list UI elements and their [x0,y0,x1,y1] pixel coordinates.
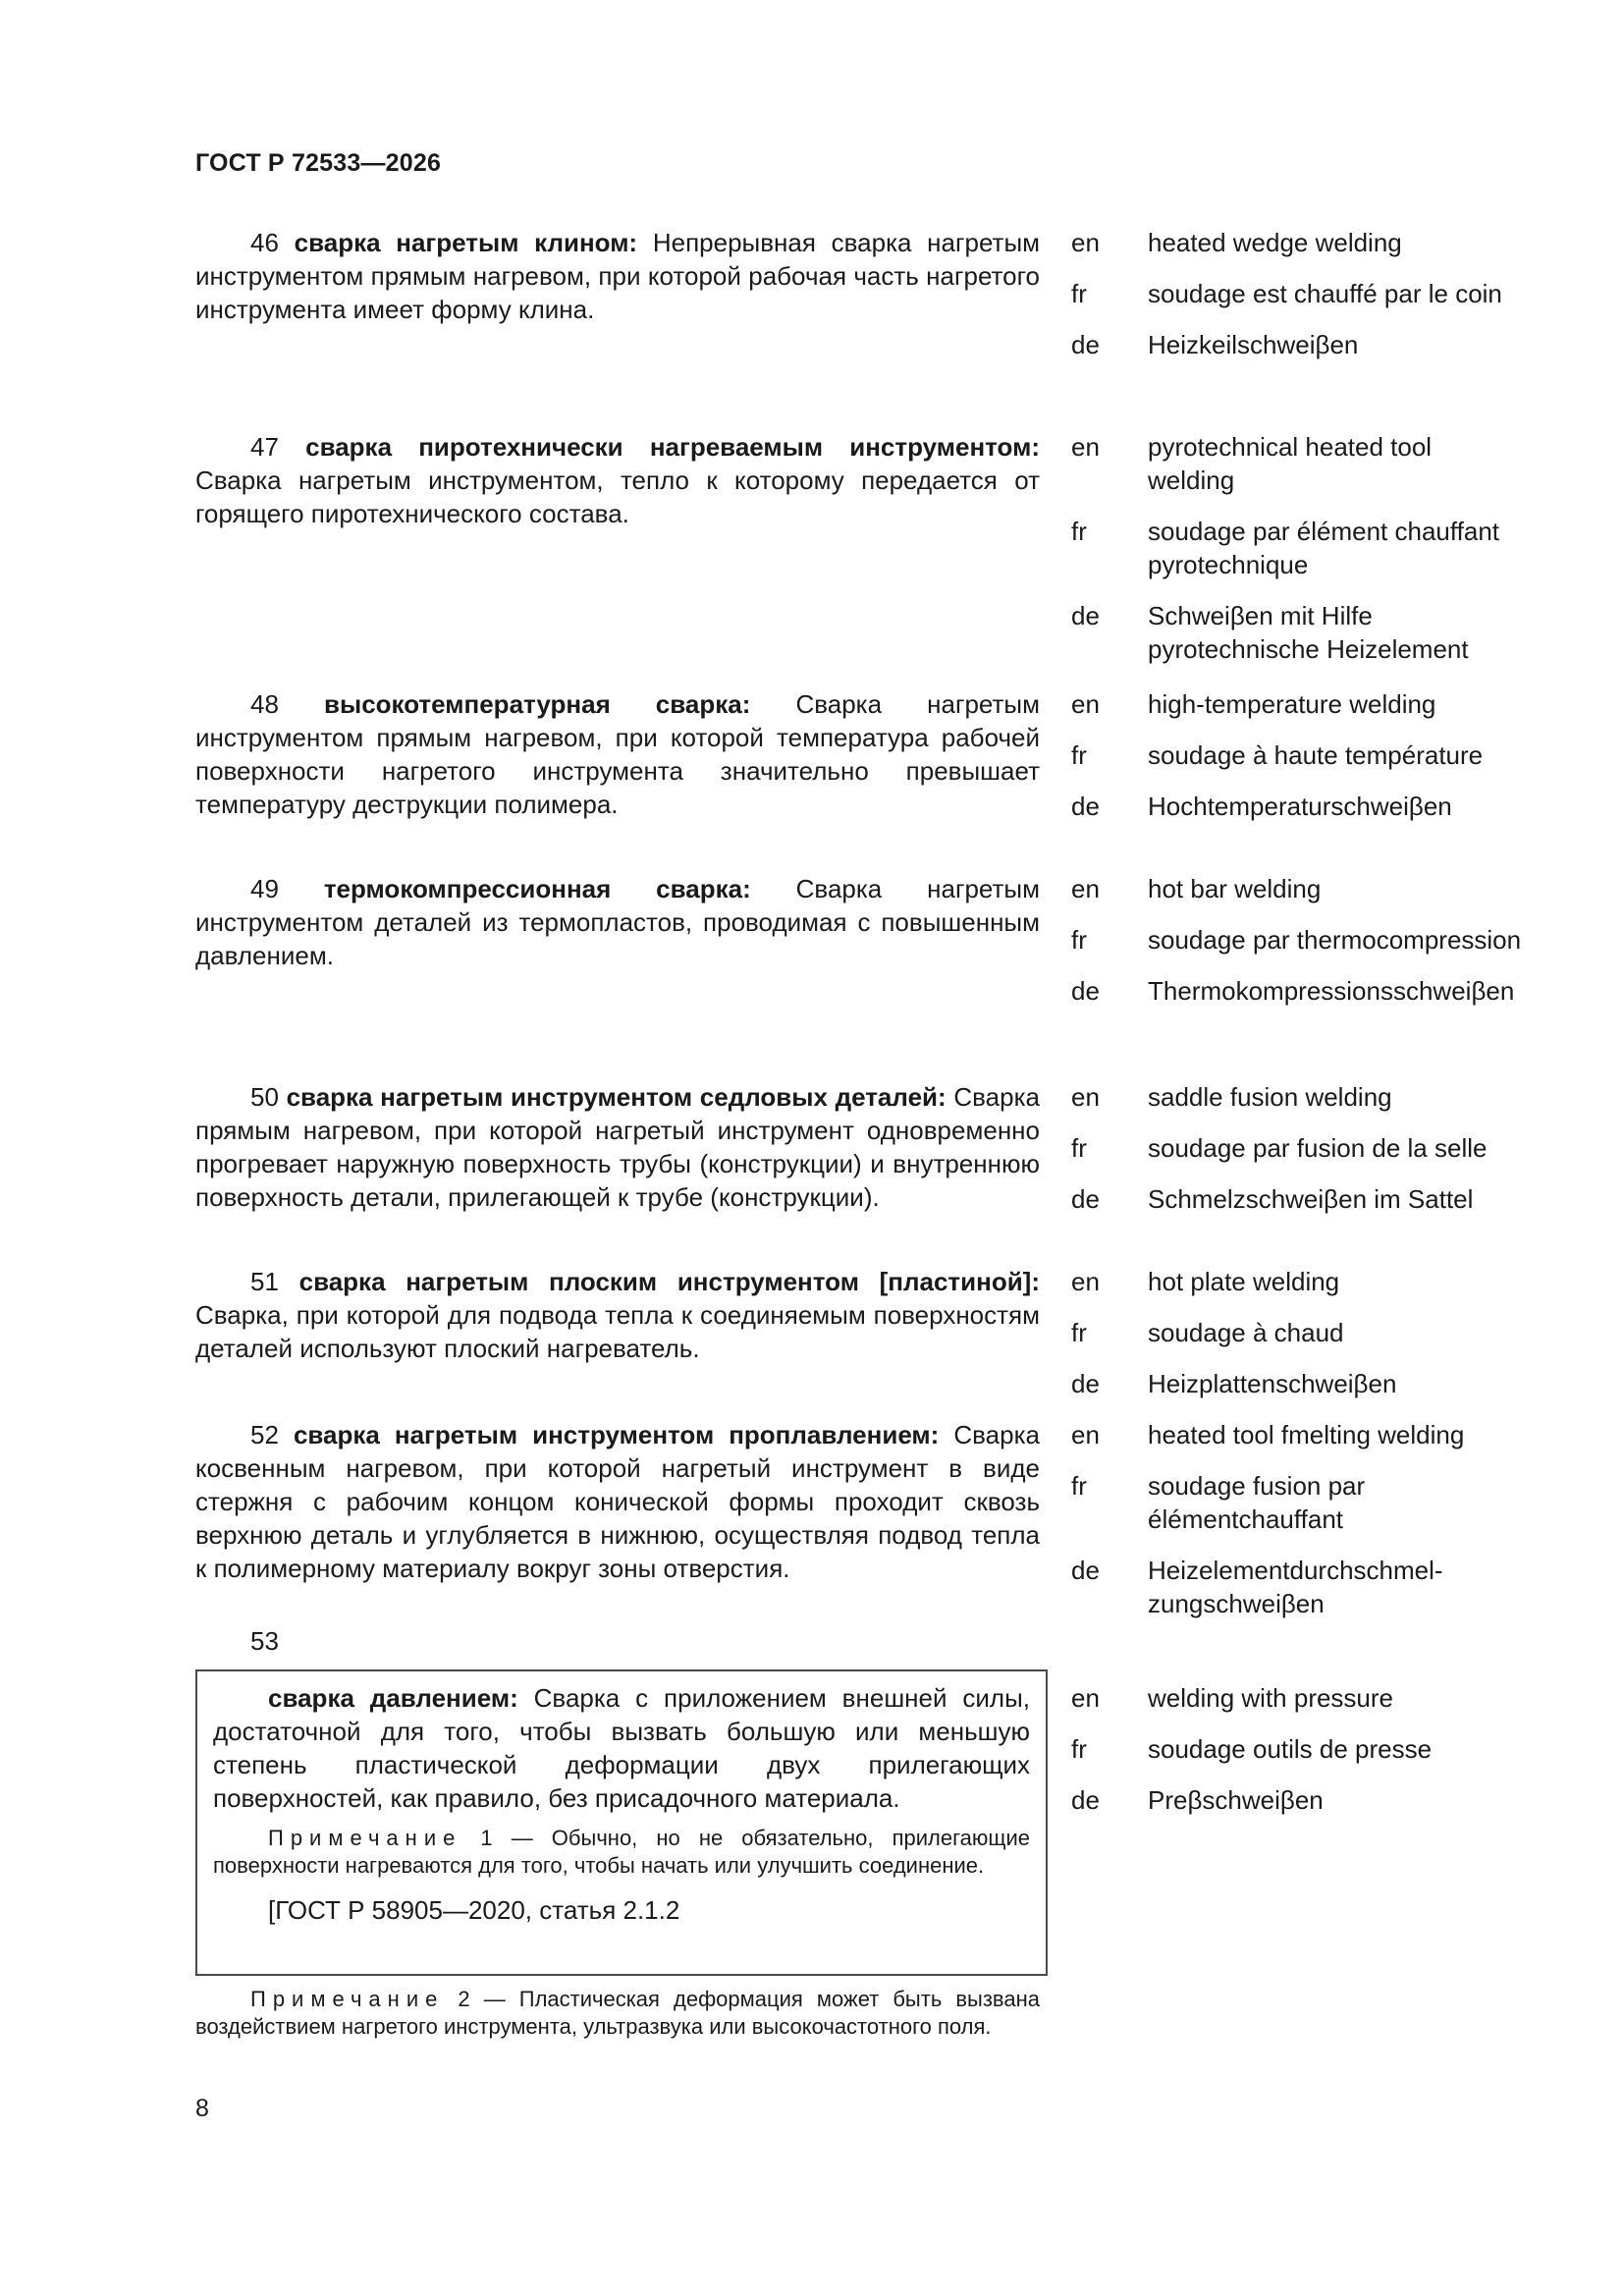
term-fr: soudage par thermocompression [1148,925,1522,955]
lang-row-fr: fr soudage par fusion de la selle [1071,1131,1523,1165]
term-50-equivalents [1071,1080,1523,1233]
lang-row-de: de Preβschweiβen [1071,1783,1523,1817]
term-de: Preβschweiβen [1148,1785,1324,1815]
term-de: Schmelzschweiβen im Sattel [1148,1184,1474,1214]
lang-row-en: en heated tool fmelting welding [1071,1418,1523,1451]
term-number: 51 [250,1267,279,1296]
term-de: Schweiβen mit Hilfe pyrotechnische Heizelement [1148,601,1469,664]
term-de: Heizkeilschweiβen [1148,330,1359,359]
term-number: 50 [250,1082,279,1112]
term-53-reference: [ГОСТ Р 58905—2020, статья 2.1.2 [268,1895,680,1925]
lang-row-fr: fr soudage par thermocompression [1071,925,1522,955]
term-fr: soudage est chauffé par le coin [1148,279,1502,308]
term-fr: soudage par fusion de la selle [1148,1133,1488,1163]
term-46-ru [195,226,1040,326]
term-53-number: 53 [250,1626,279,1656]
term-50-ru [195,1080,1040,1214]
term-name: сварка нагретым плоским инструментом [пластиной]: [298,1267,1040,1296]
term-definition: Сварка, при которой для подвода тепла к соединяемым поверхностям деталей используют плоский нагреватель. [195,1300,1040,1363]
term-en: saddle fusion welding [1148,1082,1392,1112]
note-2: Примечание 2 — Пластическая деформация может быть вызвана воздействием нагретого инструмента, ультразвука или высокочастотного поля. [195,1987,1040,2039]
lang-row-en: en heated wedge welding [1071,226,1523,259]
term-number: 49 [250,874,279,903]
lang-row-fr: fr soudage outils de presse [1071,1732,1523,1766]
term-definition: Непрерывная сварка нагретым инструментом прямым нагревом, при которой рабочая часть нагретого инструмента имеет форму клина. [195,228,1041,324]
lang-row-fr: fr soudage à chaud [1071,1316,1523,1349]
term-53-note-1: Примечание 1 — Обычно, но не обязательно, прилегающие поверхности нагреваются для того, чтобы начать или улучшить соединение. [213,1826,1030,1878]
term-en: hot plate welding [1148,1267,1340,1296]
lang-row-fr: fr soudage est chauffé par le coin [1071,277,1523,310]
lang-row-de: de Hochtemperaturschweiβen [1071,790,1523,823]
term-definition: Сварка нагретым инструментом, тепло к которому передается от горящего пиротехнического состава. [195,465,1040,528]
term-en: hot bar welding [1148,874,1322,903]
term-name: сварка нагретым инструментом проплавлением: [293,1420,940,1449]
lang-row-de: de Heizelementdurchschmel-zungschweiβen [1071,1554,1523,1620]
term-52-ru [195,1418,1040,1585]
lang-row-en: en saddle fusion welding [1071,1080,1523,1114]
term-name: сварка пиротехнически нагреваемым инструментом: [305,432,1040,462]
lang-row-de: de Heizplattenschweiβen [1071,1367,1523,1400]
term-48-equivalents [1071,687,1523,841]
term-53-ru [213,1681,1030,1815]
lang-row-fr: fr soudage à haute température [1071,738,1523,772]
term-de: Thermokompressionsschweiβen [1148,976,1515,1006]
lang-row-de: de Heizkeilschweiβen [1071,328,1523,361]
term-en: welding with pressure [1148,1683,1394,1713]
term-fr: soudage par élément chauffant pyrotechnique [1148,517,1500,579]
term-definition: Сварка нагретым инструментом деталей из термопластов, проводимая с повышенным давлением. [195,874,1040,970]
term-47-equivalents [1071,430,1523,683]
term-48-ru [195,687,1040,821]
term-name: сварка давлением: [268,1683,518,1713]
term-name: термокомпрессионная сварка: [323,874,751,903]
term-definition: Сварка с приложением внешней силы, достаточной для того, чтобы вызвать большую или меньшую степень пластической деформации двух прилегающих поверхностей, как правило, без присадочного материала. [213,1683,1031,1813]
term-en: heated tool fmelting welding [1148,1420,1465,1449]
term-fr: soudage à chaud [1148,1318,1344,1347]
term-name: высокотемпературная сварка: [324,689,751,719]
term-en: heated wedge welding [1148,228,1402,257]
term-definition: Сварка нагретым инструментом прямым нагревом, при которой температура рабочей поверхности нагретого инструмента значительно превышает температуру деструкции полимера. [195,689,1040,819]
lang-row-en: en hot bar welding [1071,872,1523,905]
term-definition: Сварка прямым нагревом, при которой нагретый инструмент одновременно прогревает наружную поверхность трубы (конструкции) и внутреннюю поверхность детали, прилегающей к трубе (конструкции). [195,1082,1040,1212]
term-de: Heizplattenschweiβen [1148,1369,1397,1398]
document-header: ГОСТ Р 72533—2026 [195,149,442,177]
lang-row-de: de Schweiβen mit Hilfe pyrotechnische Heizelement [1071,599,1523,666]
term-definition: Сварка косвенным нагревом, при которой нагретый инструмент в виде стержня с рабочим концом конической формы проходит сквозь верхнюю деталь и углубляется в нижнюю, осуществляя подвод тепла к полимерному материалу вокруг зоны отверстия. [195,1420,1040,1583]
term-fr: soudage outils de presse [1148,1734,1433,1764]
term-name: сварка нагретым инструментом седловых деталей: [286,1082,947,1112]
term-de: Heizelementdurchschmel-zungschweiβen [1148,1556,1443,1618]
lang-row-fr: fr soudage fusion par élémentchauffant [1071,1469,1523,1536]
term-name: сварка нагретым клином: [294,228,638,257]
lang-row-en: en hot plate welding [1071,1265,1523,1298]
lang-row-en: en welding with pressure [1071,1681,1523,1715]
term-en: high-temperature welding [1148,689,1436,719]
lang-row-en: en high-temperature welding [1071,687,1523,721]
term-46-equivalents [1071,226,1523,379]
lang-row-de: de Thermokompressionsschweiβen [1071,974,1523,1008]
term-en: pyrotechnical heated tool welding [1148,432,1433,495]
term-49-ru [195,872,1040,972]
term-number: 47 [250,432,279,462]
term-52-equivalents [1071,1418,1523,1638]
term-47-ru [195,430,1040,530]
term-number: 48 [250,689,279,719]
lang-row-en: en pyrotechnical heated tool welding [1071,430,1523,497]
page-number: 8 [195,2095,209,2122]
term-49-equivalents [1071,872,1523,1025]
term-51-equivalents [1071,1265,1523,1418]
term-fr: soudage à haute température [1148,740,1484,770]
lang-row-de: de Schmelzschweiβen im Sattel [1071,1182,1523,1216]
lang-row-fr: fr soudage par élément chauffant pyrotechnique [1071,515,1523,581]
term-de: Hochtemperaturschweiβen [1148,792,1452,821]
term-number: 46 [250,228,279,257]
term-number: 52 [250,1420,279,1449]
term-fr: soudage fusion par élémentchauffant [1148,1471,1366,1534]
term-51-ru [195,1265,1040,1365]
term-53-frame [195,1669,1048,1976]
term-53-equivalents [1071,1681,1523,1834]
